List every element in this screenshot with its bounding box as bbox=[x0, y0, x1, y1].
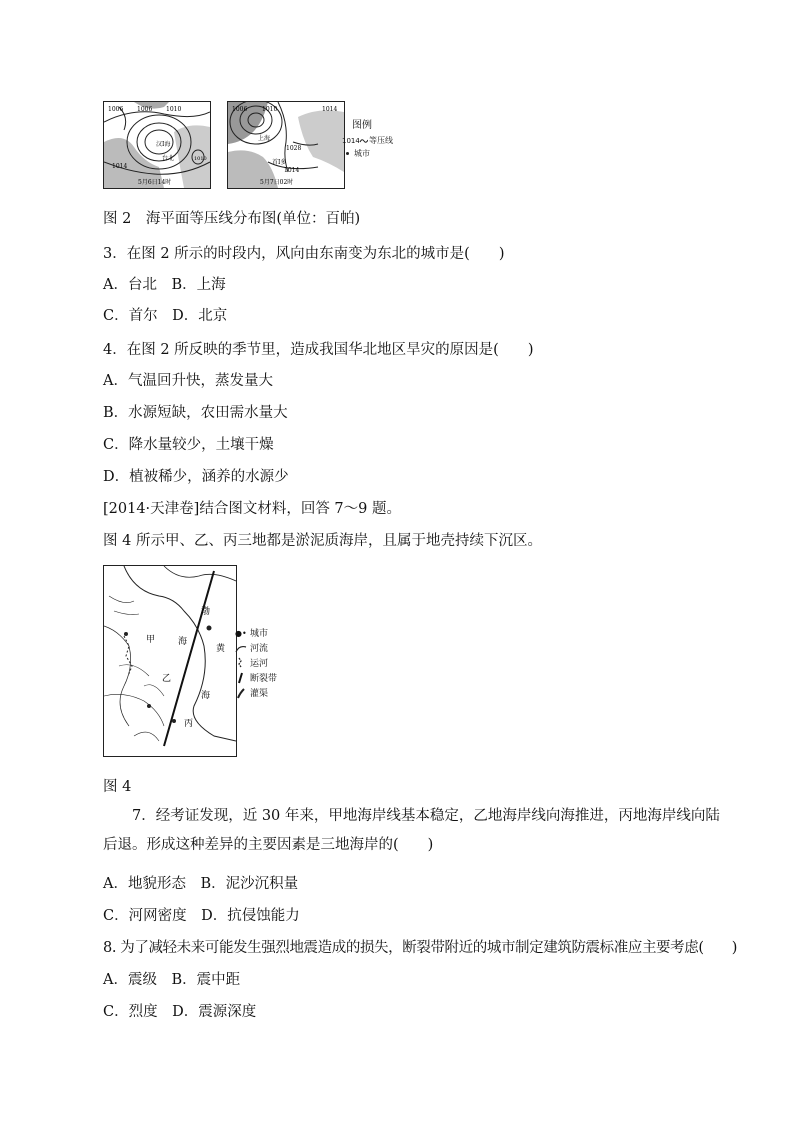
figure2-legend bbox=[340, 110, 400, 170]
map-label-huang: 黄 bbox=[216, 644, 226, 654]
isobar-map-may6-drawing bbox=[104, 102, 210, 188]
intro-line: 图 4 所示甲、乙、丙三地都是淤泥质海岸，且属于地壳持续下沉区。 bbox=[103, 533, 542, 549]
isobar-label: 1014 bbox=[284, 167, 300, 174]
coastal-map-drawing bbox=[104, 566, 236, 756]
source-line: [2014·天津卷]结合图文材料，回答 7～9 题。 bbox=[103, 501, 401, 517]
question-4-stem: 4．在图 2 所反映的季节里，造成我国华北地区旱灾的原因是( ) bbox=[103, 342, 534, 358]
figure4-caption: 图 4 bbox=[103, 779, 132, 795]
map-label-bo: 渤 bbox=[201, 607, 211, 617]
legend-city: 城市 bbox=[250, 629, 269, 639]
map-label-hai: 海 bbox=[178, 637, 188, 647]
isobar-label: 1010 bbox=[262, 106, 278, 113]
legend-title: 图例 bbox=[352, 120, 372, 131]
question-4-option: A．气温回升快，蒸发量大 bbox=[103, 373, 273, 389]
isobar-map-may7 bbox=[227, 101, 345, 189]
legend-river: 河流 bbox=[250, 644, 269, 654]
isobar-line-icon bbox=[360, 137, 368, 145]
isobar-map-may7-drawing bbox=[228, 102, 344, 188]
fault-zone-icon bbox=[235, 672, 247, 684]
city-dot-icon bbox=[346, 152, 349, 155]
isobar-label: 1006 bbox=[137, 106, 153, 113]
question-7-stem: 7．经考证发现，近 30 年来，甲地海岸线基本稳定，乙地海岸线向海推进，丙地海岸线向陆后退。形成这种差异的主要因素是三地海岸的( ) bbox=[103, 808, 720, 853]
question-7-option-row: A．地貌形态 B．泥沙沉积量 bbox=[103, 876, 299, 892]
question-8-stem: 8. 为了减轻未来可能发生强烈地震造成的损失，断裂带附近的城市制定建筑防震标准应主要考虑( ) bbox=[103, 940, 738, 956]
isobar-label: 1014 bbox=[322, 106, 338, 113]
question-3-option-row: A．台北 B．上海 bbox=[103, 277, 226, 293]
question-8-option-row: A．震级 B．震中距 bbox=[103, 972, 241, 988]
city-label: 上海 bbox=[258, 135, 271, 142]
legend-canal: 运河 bbox=[250, 659, 269, 669]
map-label-jia: 甲 bbox=[146, 635, 156, 645]
isobar-label: 1010 bbox=[166, 106, 182, 113]
isobar-label: 1010 bbox=[194, 156, 207, 162]
city-dot-icon: ●• bbox=[235, 629, 247, 638]
city-label: 汉I海 bbox=[156, 141, 171, 148]
irrigation-canal-icon bbox=[235, 687, 247, 699]
figure2-caption: 图 2 海平面等压线分布图(单位：百帕) bbox=[103, 211, 361, 227]
legend-fault: 断裂带 bbox=[250, 674, 278, 684]
legend-isobar-value: 1014 bbox=[342, 137, 360, 145]
legend-city-label: 城市 bbox=[354, 149, 370, 158]
question-4-option: D．植被稀少，涵养的水源少 bbox=[103, 469, 289, 485]
legend-isobar-label: 等压线 bbox=[369, 136, 393, 145]
question-3-option-row: C．首尔 D．北京 bbox=[103, 308, 228, 324]
map-date-label: 5月7日02时 bbox=[260, 179, 294, 186]
canal-icon bbox=[235, 657, 247, 669]
map-label-yi: 乙 bbox=[162, 674, 172, 684]
isobar-map-may6 bbox=[103, 101, 211, 189]
map-date-label: 5月6日14时 bbox=[138, 179, 172, 186]
isobar-label: 1014 bbox=[112, 163, 128, 170]
map-label-hai: 海 bbox=[201, 691, 211, 701]
figure4-legend bbox=[235, 625, 295, 710]
isobar-label: 1006 bbox=[108, 106, 124, 113]
river-icon bbox=[235, 643, 247, 653]
city-label: 台北 bbox=[162, 155, 175, 162]
question-8-option-row: C．烈度 D．震源深度 bbox=[103, 1004, 257, 1020]
isobar-label: 1006 bbox=[232, 106, 248, 113]
isobar-label: 1028 bbox=[286, 145, 302, 152]
coastal-map-figure4 bbox=[103, 565, 237, 757]
question-7-option-row: C．河网密度 D．抗侵蚀能力 bbox=[103, 908, 300, 924]
question-3-stem: 3．在图 2 所示的时段内，风向由东南变为东北的城市是( ) bbox=[103, 246, 505, 262]
legend-irrigation: 灌渠 bbox=[250, 689, 269, 699]
map-label-bing: 丙 bbox=[184, 719, 194, 729]
city-label: 首I多 bbox=[272, 159, 287, 166]
question-4-option: C．降水量较少，土壤干燥 bbox=[103, 437, 274, 453]
question-4-option: B．水源短缺，农田需水量大 bbox=[103, 405, 288, 421]
